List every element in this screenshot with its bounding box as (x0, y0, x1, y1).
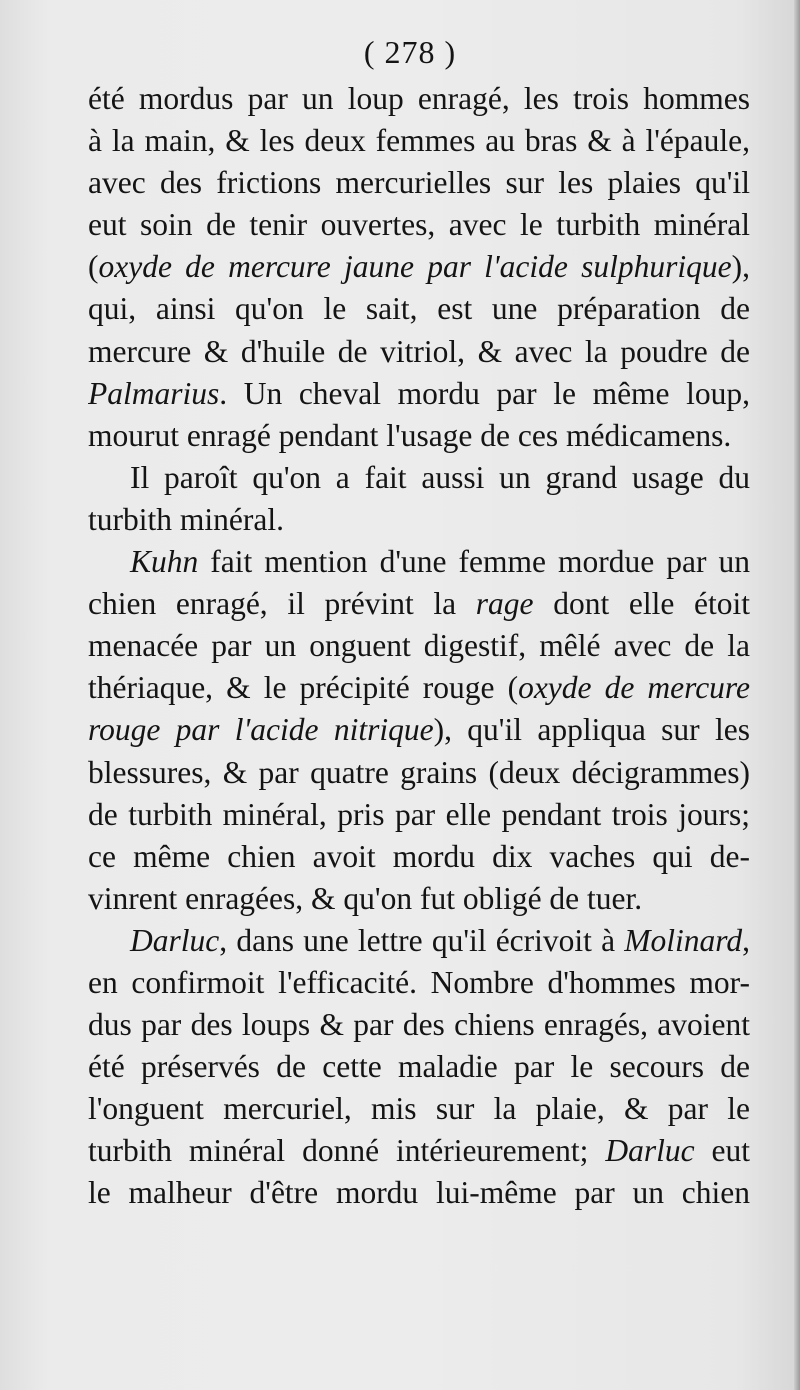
text-segment: turbith minéral. (88, 501, 284, 537)
italic-text: Darluc (130, 922, 220, 958)
text-line (88, 1172, 750, 1214)
text-segment: été mordus par un loup enragé, les trois hommes (88, 81, 750, 116)
text-segment: le malheur d'être mordu lui-même par un chien (88, 1175, 750, 1211)
text-segment: mourut enragé pendant l'usage de ces médicamens. (88, 417, 732, 453)
text-segment: . Un cheval mordu par le même loup, (219, 375, 750, 411)
text-segment: ), qu'il appliqua sur les (433, 712, 750, 748)
text-line (88, 583, 750, 625)
italic-text: Molinard (624, 922, 743, 958)
text-line (88, 667, 750, 709)
text-line (88, 1004, 750, 1046)
text-segment: , (742, 922, 750, 958)
text-line (88, 204, 750, 246)
text-segment: dus par des loups & par des chiens enragés, avoient (88, 1007, 750, 1043)
italic-text: rage (475, 586, 534, 622)
text-segment: , dans une lettre qu'il écrivoit à (219, 922, 625, 958)
text-line (88, 457, 750, 499)
italic-text: rouge par l'acide nitrique (88, 712, 434, 748)
text-segment: eut soin de tenir ouvertes, avec le turbith minéral (88, 207, 750, 243)
text-line (88, 920, 750, 962)
text-line (88, 162, 750, 204)
text-line (88, 836, 750, 878)
text-line (88, 288, 750, 330)
italic-text: oxyde de mercure jaune par l'acide sulphurique (98, 249, 732, 285)
text-line (88, 415, 750, 457)
text-line (88, 120, 750, 162)
text-segment: ), (731, 249, 750, 285)
text-segment: blessures, & par quatre grains (deux décigrammes) (88, 754, 750, 790)
text-segment: à la main, & les deux femmes au bras & à l'épaule, (88, 123, 750, 159)
text-segment: eut (694, 1133, 750, 1169)
italic-text: Kuhn (130, 544, 199, 580)
text-segment: ( (88, 249, 99, 285)
text-line (88, 1130, 750, 1172)
text-segment: Il paroît qu'on a fait aussi un grand usage du (130, 459, 750, 495)
text-segment: thériaque, & le précipité rouge ( (88, 670, 519, 706)
body-text (88, 78, 750, 1215)
text-segment: de turbith minéral, pris par elle pendant trois jours; (88, 796, 750, 832)
italic-text: Darluc (605, 1133, 695, 1169)
text-line (88, 246, 750, 288)
text-line (88, 878, 750, 920)
italic-text: oxyde de mercure (518, 670, 750, 706)
text-segment: en confirmoit l'efficacité. Nombre d'hommes mor- (88, 964, 750, 1000)
text-segment: l'onguent mercuriel, mis sur la plaie, & par le (88, 1091, 750, 1127)
text-line (88, 1088, 750, 1130)
text-line (88, 1046, 750, 1088)
italic-text: Palmarius (88, 375, 220, 411)
text-line (88, 709, 750, 751)
text-line (88, 962, 750, 1004)
text-segment: ce même chien avoit mordu dix vaches qui de- (88, 838, 750, 874)
text-line (88, 373, 750, 415)
page-number: ( 278 ) (363, 34, 457, 70)
text-segment: qui, ainsi qu'on le sait, est une préparation de (88, 291, 750, 327)
text-line (88, 541, 750, 583)
text-segment: été préservés de cette maladie par le secours de (88, 1049, 750, 1085)
text-line (88, 78, 750, 120)
text-line (88, 752, 750, 794)
text-segment: chien enragé, il prévint la (88, 586, 476, 622)
text-line (88, 331, 750, 373)
text-line (88, 625, 750, 667)
text-segment: turbith minéral donné intérieurement; (88, 1133, 606, 1169)
text-segment: mercure & d'huile de vitriol, & avec la poudre de (88, 333, 750, 369)
text-line (88, 499, 750, 541)
text-segment: menacée par un onguent digestif, mêlé avec de la (88, 628, 750, 664)
page-edge-shadow (794, 0, 800, 1390)
text-segment: avec des frictions mercurielles sur les plaies qu'il (88, 165, 750, 201)
text-line (88, 794, 750, 836)
text-segment: fait mention d'une femme mordue par un (198, 544, 750, 580)
text-segment: vinrent enragées, & qu'on fut obligé de tuer. (88, 880, 643, 916)
text-segment: dont elle étoit (533, 586, 750, 622)
